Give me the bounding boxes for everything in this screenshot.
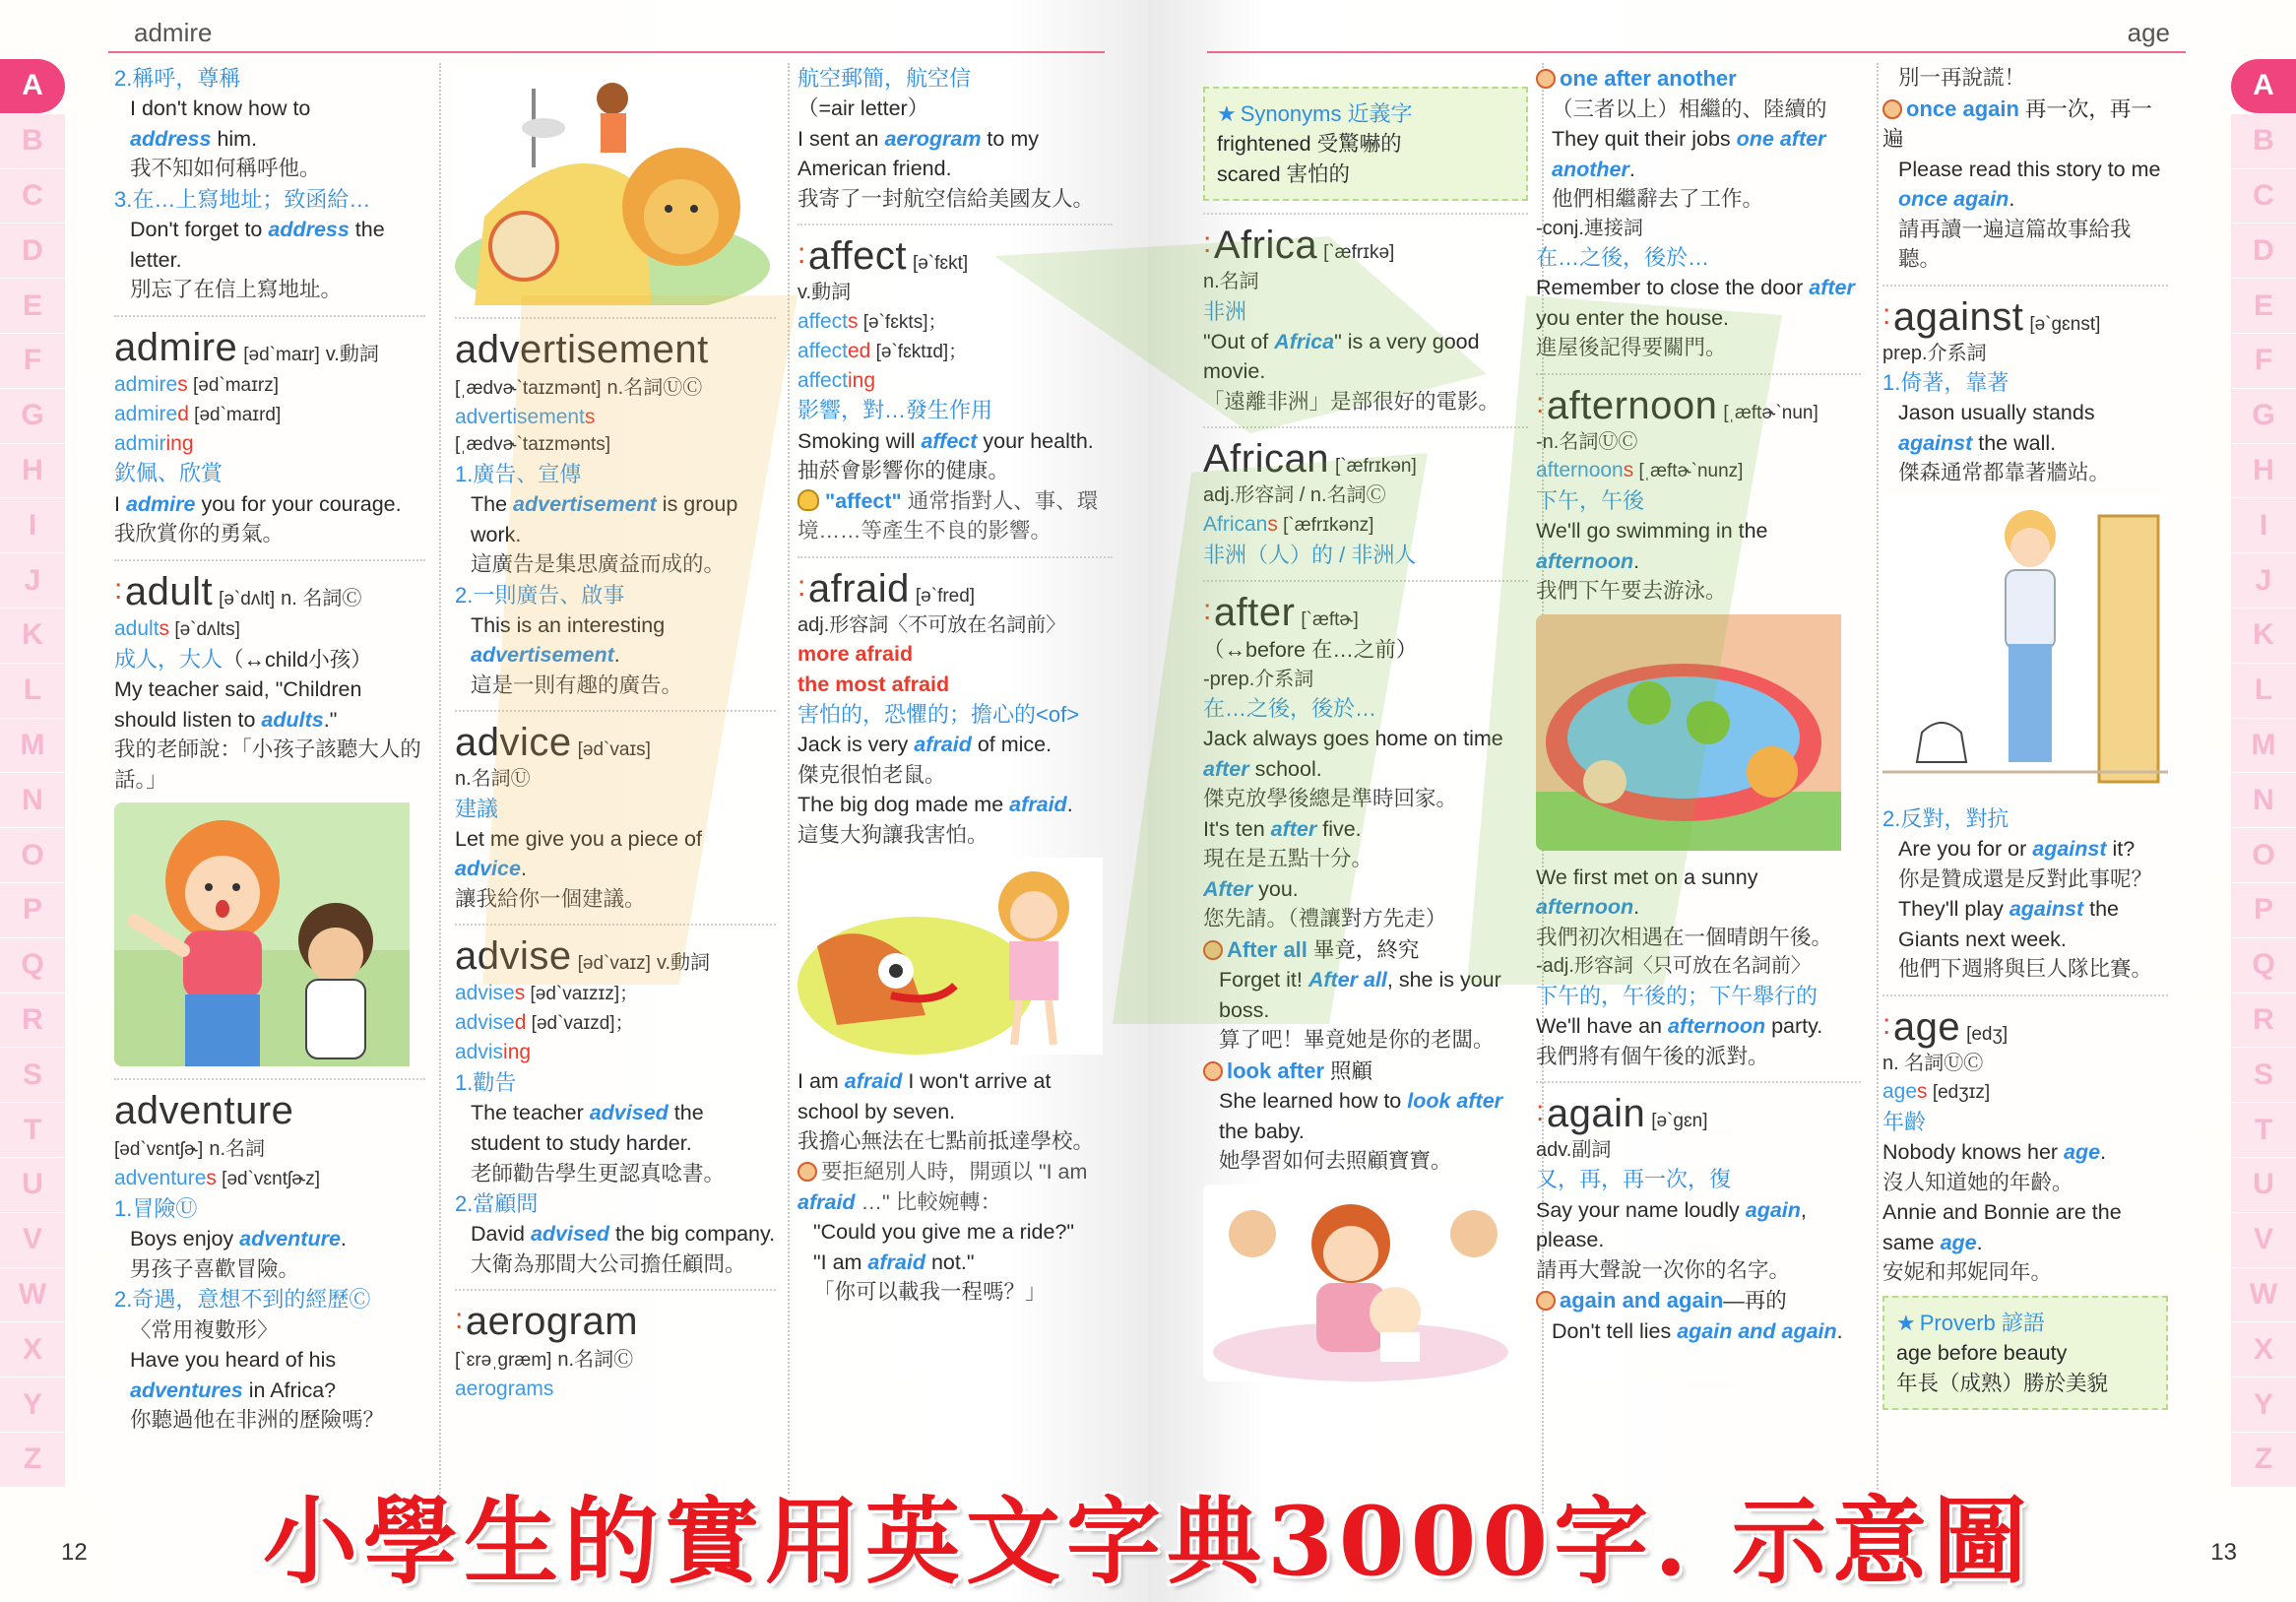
entry-africa: : Africa [`æfrɪkə] n.名詞 非洲 "Out of Africa" is a very good movie. 「遠離非洲」是部很好的電影。 [1203, 223, 1528, 417]
tab-k[interactable]: K [2231, 609, 2296, 664]
tab-i[interactable]: I [2231, 498, 2296, 553]
tab-y[interactable]: Y [2231, 1378, 2296, 1433]
alphabet-tabs-right [2231, 59, 2296, 1488]
tab-f[interactable]: F [2231, 334, 2296, 389]
proverb-box: ★ Proverb 諺語 age before beauty 年長（成熟）勝於美貌 [1882, 1296, 2168, 1410]
tab-s[interactable]: S [2231, 1048, 2296, 1103]
tab-x[interactable]: X [2231, 1322, 2296, 1378]
tab-u[interactable]: U [0, 1158, 65, 1213]
entry-address-continued: 2.稱呼，尊稱 I don't know how to address him. 我不知如何稱呼他。 3.在…上寫地址；致函給… Don't forget to address the letter. 別忘了在信上寫地址。 [114, 66, 385, 302]
left-column-3 [797, 63, 1113, 1523]
tab-e[interactable]: E [0, 279, 65, 334]
tab-e[interactable]: E [2231, 279, 2296, 334]
tab-p[interactable]: P [2231, 883, 2296, 938]
illustration-frogs-pool [1536, 614, 1861, 851]
entry-again: : again [ə`gɛn] adv.副詞 又，再，再一次，復 Say your name loudly again, please. 請再大聲說一次你的名字。 again and again—再的 Don't tell lies again and again. [1536, 1091, 1861, 1346]
tab-o[interactable]: O [2231, 828, 2296, 883]
phrase-face-icon [1203, 940, 1223, 960]
phrase-face-icon [1536, 1291, 1556, 1311]
entry-against: : against [ə`gɛnst] prep.介系詞 1.倚著，靠著 Jason usually stands against the wall. 傑森通常都靠著牆站。 [1882, 294, 2168, 488]
entry-after: : after [`æftɚ] （↔before 在…之前） -prep.介系詞 在…之後，後於… Jack always goes home on time after school. 傑克放學後總是準時回家。 It's ten after five. 現在是五點十分。 After you. 您先請。（禮讓對方先走） After all 畢竟，終究 Forget it! After all, she is your boss. 算了吧！畢竟她是你的老闆。 look after 照顧 She learned how to look after the baby. 她學習如何去照顧寶寶。 [1203, 590, 1528, 1177]
headword-afternoon: : afternoon [1536, 384, 1717, 427]
phrase-face-icon [1536, 69, 1556, 89]
mother-baby-image [1203, 1185, 1518, 1381]
right-column-2 [1536, 63, 1861, 1523]
entry-after-continued: one after another （三者以上）相繼的、陸續的 They quit their jobs one after another. 他們相繼辭去了工作。 -conj.連接詞 在…之後，後於… Remember to close the door after you enter the house. 進屋後記得要關門。 [1536, 66, 1855, 360]
tab-z[interactable]: Z [2231, 1433, 2296, 1488]
headword-against: : against [1882, 295, 2023, 339]
headword-advertisement: advertisement [455, 328, 709, 371]
guide-word-right: age [2127, 18, 2170, 47]
alphabet-tabs-left [0, 59, 65, 1488]
tab-n[interactable]: N [2231, 773, 2296, 828]
tab-d[interactable]: D [0, 224, 65, 279]
header-rule-right [1207, 51, 2186, 53]
headword-aerogram: : aerogram [455, 1299, 776, 1344]
entry-afraid-more: I am afraid I won't arrive at school by seven. 我擔心無法在七點前抵達學校。 要拒絕別人時，開頭以 "I am afraid …" 比較婉轉： "Could you give me a ride?" "I am afraid not." 「你可以載我一程嗎？」 [797, 1069, 1095, 1305]
entry-adventure: adventure [əd`vɛntʃɚ] n.名詞 adventures [əd`vɛntʃɚz] 1.冒險Ⓤ Boys enjoy adventure. 男孩子喜歡冒險。 2.奇遇，意想不到的經歷Ⓒ 〈常用複數形〉 Have you heard of his adventures in Africa? 你聽過他在非洲的歷險嗎？ [114, 1089, 385, 1433]
tab-g[interactable]: G [0, 389, 65, 444]
right-column-3 [1882, 63, 2168, 1523]
tab-l[interactable]: L [0, 664, 65, 719]
headword-admire: admire [114, 325, 238, 369]
girl-dog-image [797, 858, 1103, 1055]
tab-c[interactable]: C [2231, 169, 2296, 224]
tab-q[interactable]: Q [0, 938, 65, 993]
phrase-face-icon [1203, 1061, 1223, 1081]
column-divider [439, 63, 441, 1513]
star-icon: ★ [1217, 101, 1237, 126]
tab-v[interactable]: V [2231, 1213, 2296, 1268]
tab-g[interactable]: G [2231, 389, 2296, 444]
entry-aerogram: : aerogram [`ɛrəˌgræm] n.名詞Ⓒ aerograms [455, 1299, 776, 1404]
headword-adventure: adventure [114, 1089, 294, 1133]
tab-o[interactable]: O [0, 828, 65, 883]
tab-n[interactable]: N [0, 773, 65, 828]
note-face-icon [797, 1162, 817, 1182]
tab-r[interactable]: R [2231, 993, 2296, 1049]
tab-x[interactable]: X [0, 1322, 65, 1378]
phrase-face-icon [1882, 99, 1902, 119]
page-number-left: 12 [61, 1539, 88, 1566]
entry-age: : age [edʒ] n. 名詞ⓊⒸ ages [edʒɪz] 年齡 Nobody knows her age. 沒人知道她的年齡。 Annie and Bonnie are the same age. 安妮和邦妮同年。 [1882, 1004, 2168, 1288]
synonyms-box: ★ Synonyms 近義字 frightened 受驚嚇的 scared 害怕的 [1203, 87, 1528, 201]
tab-a[interactable]: A [2231, 59, 2296, 114]
entry-aerogram-continued: 航空郵簡，航空信 （=air letter） I sent an aerogram to my American friend. 我寄了一封航空信給美國友人。 [797, 66, 1095, 211]
tip-bulb-icon [797, 489, 819, 511]
headword-africa: : Africa [1203, 224, 1317, 267]
headword-adult: : adult [114, 570, 213, 613]
headword-afraid: : afraid [797, 567, 910, 610]
illustration-girl-and-dog [797, 858, 1113, 1055]
headword-african: African [1203, 437, 1329, 481]
tab-t[interactable]: T [2231, 1103, 2296, 1158]
headword-after: : after [1203, 591, 1295, 634]
entry-afternoon-more: We first met on a sunny afternoon. 我們初次相遇在一個晴朗午後。 -adj.形容詞〈只可放在名詞前〉 下午的，午後的；下午舉行的 We'll have an afternoon party. 我們將有個午後的派對。 [1536, 865, 1833, 1068]
tab-l[interactable]: L [2231, 664, 2296, 719]
headword-affect: : affect [797, 234, 907, 278]
left-column-2 [455, 63, 776, 1523]
mother-child-image [114, 802, 410, 1066]
entry-advertisement: advertisement [ˌædvɚ`taɪzmənt] n.名詞ⓊⒸ advertisements [ˌædvɚ`taɪzmənts] 1.廣告、宣傳 The advertisement is group work. 這廣告是集思廣益而成的。 2.一則廣告、啟事 This is an interesting advertisement. 這是一則有趣的廣告。 [455, 327, 776, 700]
tab-y[interactable]: Y [0, 1378, 65, 1433]
left-column-1 [114, 63, 425, 1523]
tab-k[interactable]: K [0, 609, 65, 664]
tab-m[interactable]: M [0, 719, 65, 774]
tab-t[interactable]: T [0, 1103, 65, 1158]
tab-w[interactable]: W [0, 1268, 65, 1323]
entry-afternoon: : afternoon [ˌæftɚ`nun] -n.名詞ⓊⒸ afternoons [ˌæftɚ`nunz] 下午，午後 We'll go swimming in the afternoon. 我們下午要去游泳。 [1536, 383, 1861, 607]
headword-advice: advice [455, 721, 572, 765]
right-page [1148, 0, 2296, 1602]
entry-again-continued: 別一再說謊！ once again 再一次，再一遍 Please read this story to me once again. 請再讀一遍這篇故事給我聽。 [1882, 66, 2161, 272]
tab-c[interactable]: C [0, 169, 65, 224]
tab-h[interactable]: H [2231, 444, 2296, 499]
tab-f[interactable]: F [0, 334, 65, 389]
tab-w[interactable]: W [2231, 1268, 2296, 1323]
tab-a[interactable]: A [0, 59, 65, 114]
tab-j[interactable]: J [0, 553, 65, 609]
entry-african: African [`æfrɪkən] adj.形容詞 / n.名詞Ⓒ Africans [`æfrɪkənz] 非洲（人）的 / 非洲人 [1203, 437, 1417, 567]
frogs-pool-image [1536, 614, 1841, 851]
column-divider [788, 63, 790, 1513]
tab-p[interactable]: P [0, 883, 65, 938]
tab-j[interactable]: J [2231, 553, 2296, 609]
tab-r[interactable]: R [0, 993, 65, 1049]
caption-banner: 小學生的實用英文字典3000字. 示意圖 [262, 1486, 2034, 1597]
boy-wall-image [1882, 496, 2168, 792]
entry-against-more: 2.反對，對抗 Are you for or against it? 你是贊成還是反對此事呢？ They'll play against the Giants next week. 他們下週將與巨人隊比賽。 [1882, 805, 2153, 982]
page-number-right: 13 [2210, 1539, 2237, 1566]
entry-affect: : affect [ə`fɛkt] v.動詞 affects [ə`fɛkts]； affected [ə`fɛktɪd]； affecting 影響，對…發生作用 Smoking will affect your health. 抽菸會影響你的健康。 "affect" 通常指對人、事、環境……等產生不良的影響。 [797, 233, 1113, 545]
tab-b[interactable]: B [2231, 114, 2296, 169]
tab-v[interactable]: V [0, 1213, 65, 1268]
entry-afraid: : afraid [ə`fred] adj.形容詞〈不可放在名詞前〉 more afraid the most afraid 害怕的，恐懼的；擔心的<of> Jack is very afraid of mice. 傑克很怕老鼠。 The big dog made me afraid. 這隻大狗讓我害怕。 [797, 566, 1113, 851]
headword-age: : age [1882, 1005, 1960, 1049]
header-rule-left [108, 51, 1105, 53]
right-column-1 [1203, 79, 1528, 1523]
illustration-mother-and-child [114, 802, 425, 1066]
tab-i[interactable]: I [0, 498, 65, 553]
tab-h[interactable]: H [0, 444, 65, 499]
column-divider [1877, 63, 1879, 1513]
tab-s[interactable]: S [0, 1048, 65, 1103]
illustration-mother-baby [1203, 1185, 1528, 1381]
entry-advice: advice [əd`vaɪs] n.名詞Ⓤ 建議 Let me give you a piece of advice. 讓我給你一個建議。 [455, 721, 702, 911]
headword-again: : again [1536, 1092, 1645, 1135]
illustration-boy-against-wall [1882, 496, 2168, 792]
guide-word-left: admire [134, 18, 213, 47]
tab-b[interactable]: B [0, 114, 65, 169]
tab-q[interactable]: Q [2231, 938, 2296, 993]
tab-d[interactable]: D [2231, 224, 2296, 279]
headword-advise: advise [455, 934, 572, 979]
star-icon: ★ [1896, 1310, 1916, 1335]
tab-z[interactable]: Z [0, 1433, 65, 1488]
entry-adult: : adult [ə`dʌlt] n. 名詞Ⓒ adults [ə`dʌlts] 成人，大人（↔child小孩） My teacher said, "Children should listen to adults." 我的老師說：「小孩子該聽大人的話。」 [114, 569, 425, 796]
illustration-lion-and-hunter [455, 69, 776, 305]
tab-m[interactable]: M [2231, 719, 2296, 774]
lion-hunter-image [455, 69, 770, 305]
tab-u[interactable]: U [2231, 1158, 2296, 1213]
entry-admire: admire [əd`maɪr] v.動詞 admires [əd`maɪrz] admired [əd`maɪrd] admiring 欽佩、欣賞 I admire you for your courage. 我欣賞你的勇氣。 [114, 325, 402, 546]
entry-advise: advise [əd`vaɪz] v.動詞 advises [əd`vaɪzɪz]； advised [əd`vaɪzd]； advising 1.勸告 The teacher advised the student to study harder. 老師勸告學生更認真唸書。 2.當顧問 David advised the big company. 大衛為那間大公司擔任顧問。 [455, 934, 776, 1276]
